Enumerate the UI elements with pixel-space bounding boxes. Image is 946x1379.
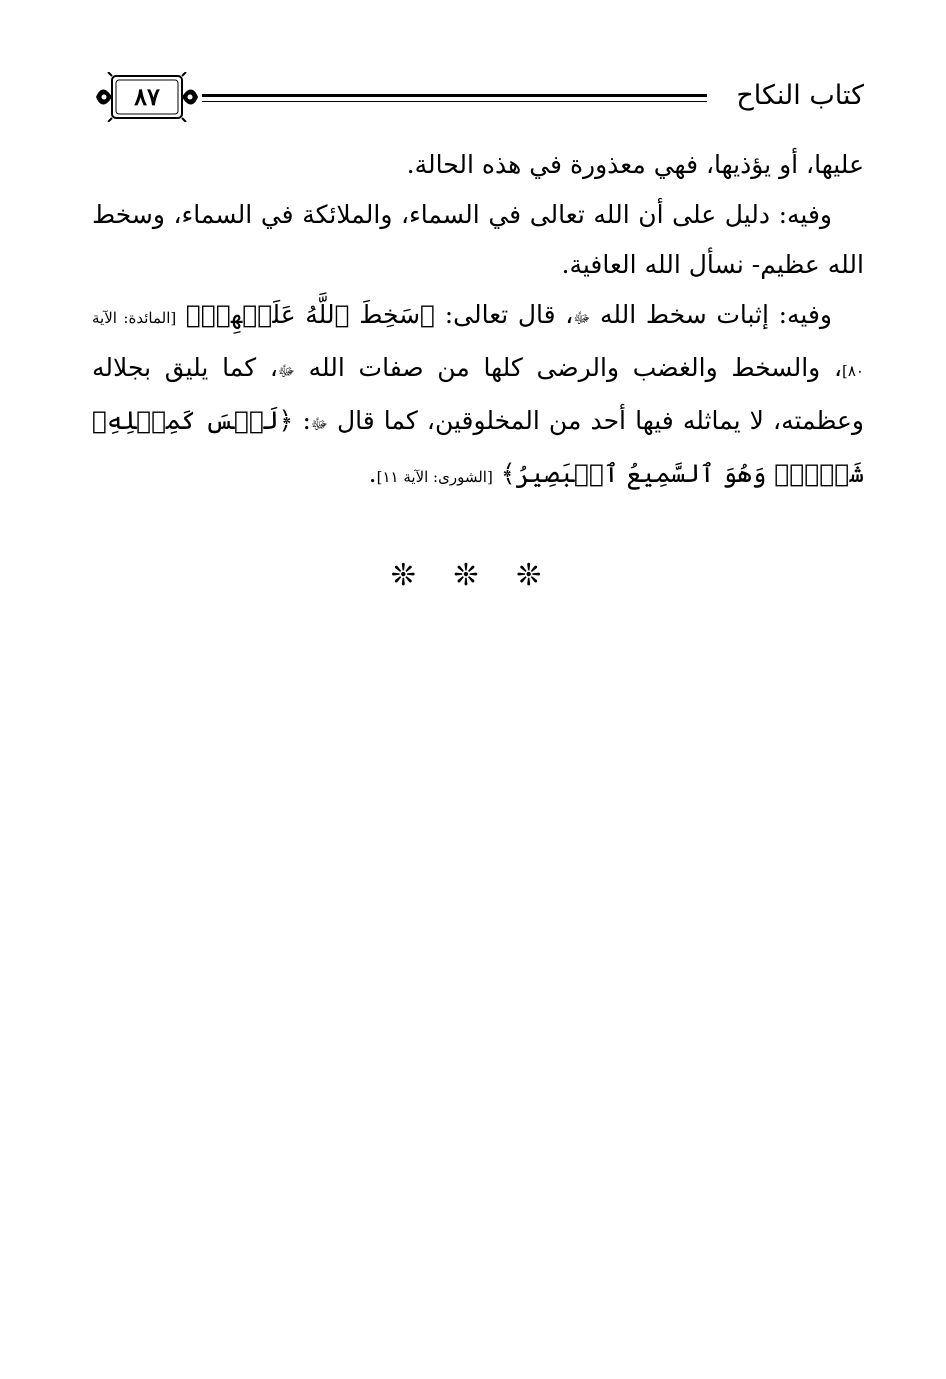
honorific: ﷻ bbox=[310, 415, 328, 433]
section-separator: ❊ ❊ ❊ bbox=[390, 558, 556, 593]
paragraph-1: عليها، أو يؤذيها، فهي معذورة في هذه الحالة. bbox=[406, 150, 864, 179]
honorific: ﷻ bbox=[277, 362, 295, 380]
text-span: ، قال تعالى: bbox=[435, 300, 574, 329]
quran-verse: ﴿سَخِطَ ٱللَّهُ عَلَيۡهِمۡ﴾ bbox=[185, 300, 436, 329]
main-text bbox=[92, 140, 864, 502]
text-span: ، كما يليق بجلاله وعظمته، لا يماثله فيها أحد من المخلوقين، كما قال bbox=[92, 353, 864, 435]
verse-reference: [المائدة: الآية ٨٠] bbox=[92, 309, 864, 380]
paragraph-3 bbox=[92, 290, 864, 502]
paragraph-2: وفيه: دليل على أن الله تعالى في السماء، والملائكة في السماء، وسخط الله عظيم- نسأل الله العافية. bbox=[92, 200, 864, 279]
text-span: . bbox=[368, 459, 377, 488]
text-span: ، والسخط والغضب والرضى كلها من صفات الله bbox=[308, 353, 843, 382]
text-span: وفيه: إثبات سخط الله bbox=[599, 300, 833, 329]
quran-verse: ﴿لَيۡسَ كَمِثۡلِهِۦ شَيۡءٞۖ وَهُوَ ٱلسَّمِيعُ ٱلۡبَصِيرُ﴾ bbox=[92, 406, 864, 488]
page-number: ٨٧ bbox=[134, 82, 160, 111]
header-rule bbox=[202, 94, 707, 102]
page-header bbox=[92, 72, 864, 122]
page-number-badge bbox=[92, 72, 202, 122]
verse-reference: [الشورى: الآية ١١] bbox=[376, 468, 493, 486]
text-span: : bbox=[293, 406, 311, 435]
running-title: كتاب النكاح bbox=[736, 80, 864, 111]
honorific: ﷻ bbox=[573, 309, 591, 327]
